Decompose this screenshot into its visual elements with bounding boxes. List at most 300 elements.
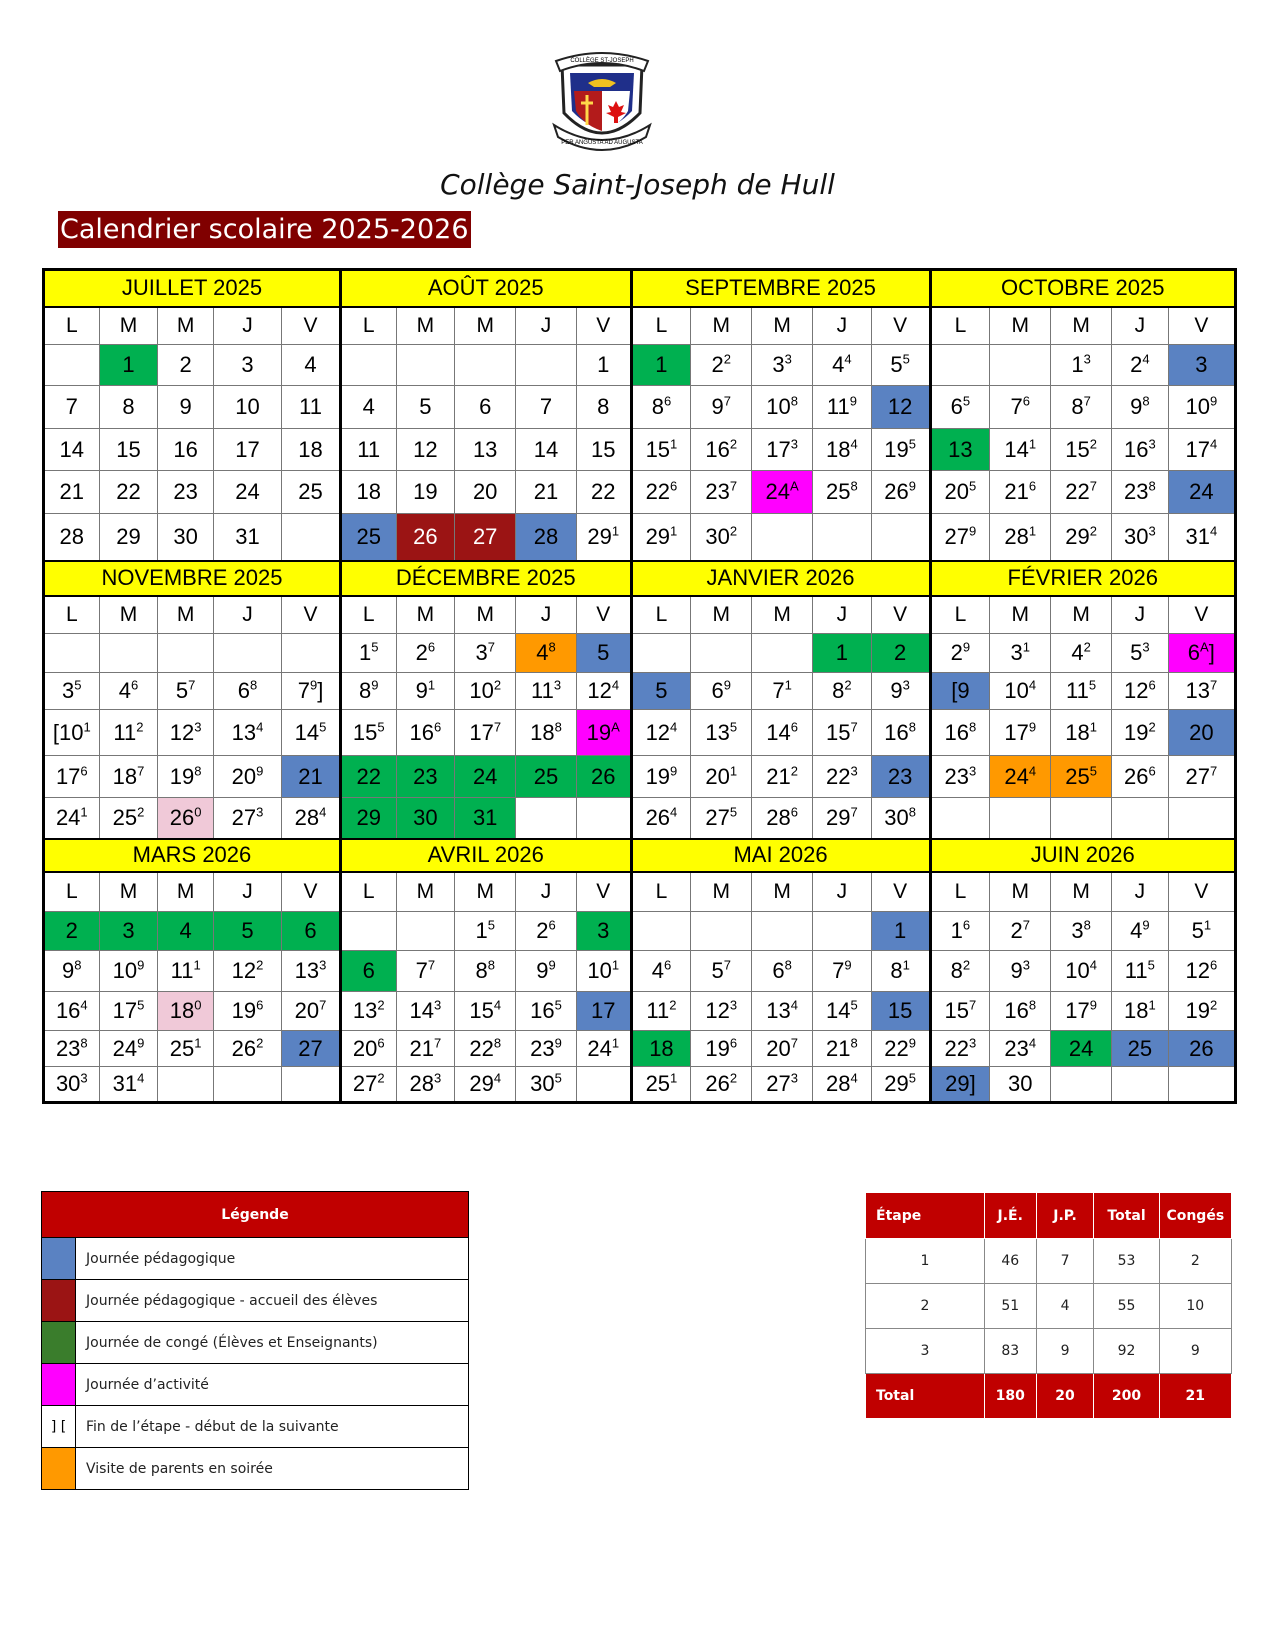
date-number: 10 xyxy=(1004,678,1029,703)
date-number: 17 xyxy=(112,998,138,1023)
date-number: 18 xyxy=(356,479,381,504)
empty-cell xyxy=(213,634,281,673)
cycle-day-superscript: 1 xyxy=(1028,523,1037,539)
date-number: 6 xyxy=(711,678,724,703)
date-cell xyxy=(752,710,813,756)
date-cell xyxy=(576,912,631,951)
stats-total-cell: Total xyxy=(866,1374,985,1419)
legend-color-swatch xyxy=(42,1364,76,1406)
date-cell xyxy=(631,992,691,1031)
date-cell xyxy=(576,634,631,673)
date-number: 7 xyxy=(772,678,785,703)
cycle-day-superscript: 3 xyxy=(434,1070,442,1086)
date-number: 13 xyxy=(352,998,378,1023)
date-number: 26 xyxy=(591,763,616,789)
date-cell xyxy=(396,951,455,992)
cycle-day-superscript: 2 xyxy=(1083,639,1091,655)
date-number: 1 xyxy=(835,640,849,665)
date-cell xyxy=(455,710,516,756)
empty-cell xyxy=(282,634,341,673)
date-number: 6 xyxy=(772,958,785,983)
cycle-day-superscript: 7 xyxy=(723,393,731,409)
date-cell xyxy=(1112,756,1169,798)
date-cell xyxy=(1168,912,1235,951)
cycle-day-superscript: 4 xyxy=(256,719,264,735)
date-number: 14 xyxy=(1004,436,1029,462)
date-number: 16 xyxy=(173,436,198,462)
cycle-day-superscript: 2 xyxy=(844,677,852,693)
date-number: 13 xyxy=(294,958,320,983)
date-cell xyxy=(44,673,100,710)
date-number: 26 xyxy=(1123,763,1149,789)
date-number: 13 xyxy=(948,436,973,462)
cycle-day-superscript: 4 xyxy=(670,719,678,735)
cycle-day-superscript: 9 xyxy=(1089,997,1097,1013)
cycle-day-superscript: 5 xyxy=(137,997,145,1013)
empty-cell xyxy=(631,634,691,673)
date-cell xyxy=(1051,386,1112,429)
cycle-day-superscript: 8 xyxy=(1142,393,1150,409)
date-cell xyxy=(213,756,281,798)
cycle-day-superscript: 8 xyxy=(80,1035,88,1051)
cycle-day-superscript: 7 xyxy=(723,957,731,973)
date-cell xyxy=(752,386,813,429)
cycle-day-superscript: 5 xyxy=(554,1070,562,1086)
date-number: 10 xyxy=(112,958,138,983)
empty-cell xyxy=(1168,1067,1235,1103)
cycle-day-superscript: 8 xyxy=(969,719,977,735)
date-cell xyxy=(516,1067,577,1103)
cycle-day-superscript: 1 xyxy=(80,804,88,820)
cycle-day-superscript: 1 xyxy=(1028,436,1037,452)
date-number: 4 xyxy=(118,678,131,703)
date-cell xyxy=(340,951,396,992)
date-number: 27 xyxy=(352,1071,378,1096)
date-number: 3 xyxy=(122,918,135,943)
date-number: 27 xyxy=(472,523,498,549)
date-cell xyxy=(158,471,214,514)
date-number: 18 xyxy=(826,436,851,462)
weekday-header: M xyxy=(1051,872,1112,912)
weekday-header: M xyxy=(99,596,158,634)
weekday-header: M xyxy=(396,872,455,912)
term-end-bracket: ] xyxy=(1208,640,1215,665)
date-cell xyxy=(813,471,872,514)
date-number: 15 xyxy=(591,436,616,462)
date-cell xyxy=(1051,471,1112,514)
date-number: 9 xyxy=(711,394,724,419)
stats-row xyxy=(866,1239,1232,1284)
month-header: NOVEMBRE 2025 xyxy=(44,561,341,596)
weekday-header: L xyxy=(631,307,691,345)
date-cell xyxy=(631,756,691,798)
cycle-day-superscript: 7 xyxy=(1209,763,1218,779)
date-cell xyxy=(576,992,631,1031)
cycle-day-superscript: 3 xyxy=(319,957,327,973)
date-number: 1 xyxy=(358,640,372,665)
month-header: JANVIER 2026 xyxy=(631,561,930,596)
weekday-header: M xyxy=(990,307,1051,345)
date-number: 25 xyxy=(112,804,138,830)
date-cell xyxy=(990,756,1051,798)
date-number: 25 xyxy=(1065,763,1090,789)
weekday-header: M xyxy=(396,596,455,634)
cycle-day-superscript: 2 xyxy=(723,351,731,367)
date-cell xyxy=(158,386,214,429)
cycle-day-superscript: 6 xyxy=(427,639,436,655)
empty-cell xyxy=(691,912,752,951)
cycle-day-superscript: 6 xyxy=(1209,957,1218,973)
date-cell xyxy=(930,951,990,992)
date-number: 1 xyxy=(122,352,135,377)
cycle-day-superscript: 7 xyxy=(729,478,738,494)
cycle-day-superscript: 1 xyxy=(83,719,91,735)
date-cell xyxy=(340,386,396,429)
date-cell xyxy=(1051,756,1112,798)
date-number: 7 xyxy=(415,958,428,983)
cycle-day-superscript: 6 xyxy=(80,763,88,779)
cycle-day-superscript: 7 xyxy=(790,1035,798,1051)
cycle-day-superscript: 5 xyxy=(1089,763,1097,779)
cycle-day-superscript: 5 xyxy=(554,997,562,1013)
date-number: 22 xyxy=(944,1035,970,1061)
date-number: 8 xyxy=(890,958,903,983)
legend-label: Journée d’activité xyxy=(76,1364,469,1406)
weekday-header: M xyxy=(396,307,455,345)
date-cell xyxy=(99,798,158,839)
date-number: 17 xyxy=(55,763,81,789)
date-number: 17 xyxy=(469,719,494,745)
date-cell xyxy=(990,673,1051,710)
date-cell xyxy=(1168,471,1235,514)
date-number: 4 xyxy=(1130,918,1143,943)
date-cell xyxy=(44,912,100,951)
date-number: 20 xyxy=(231,763,257,789)
date-cell xyxy=(516,634,577,673)
cycle-day-superscript: 9 xyxy=(908,478,916,494)
date-cell xyxy=(631,429,691,471)
date-number: 15 xyxy=(944,998,970,1023)
month-header: AOÛT 2025 xyxy=(340,270,631,307)
empty-cell xyxy=(930,798,990,839)
cycle-day-superscript: 2 xyxy=(256,1035,264,1051)
legend-symbol: ] [ xyxy=(42,1406,76,1448)
cycle-day-superscript: 5 xyxy=(962,393,971,409)
date-number: 4 xyxy=(1071,640,1084,665)
stats-header: J.É. xyxy=(984,1193,1036,1239)
date-cell xyxy=(1168,634,1235,673)
date-number: 5 xyxy=(597,640,610,665)
date-number: 27 xyxy=(766,1071,791,1096)
date-number: 28 xyxy=(826,1071,851,1096)
date-cell xyxy=(340,992,396,1031)
date-number: 6 xyxy=(362,958,375,983)
date-number: 10 xyxy=(235,394,260,419)
weekday-header: L xyxy=(631,596,691,634)
weekday-header: L xyxy=(340,307,396,345)
empty-cell xyxy=(99,634,158,673)
date-number: 1 xyxy=(950,918,963,943)
cycle-day-superscript: 2 xyxy=(137,804,145,820)
cycle-day-superscript: 4 xyxy=(790,997,798,1013)
date-number: 19 xyxy=(645,763,671,789)
stats-cell: 9 xyxy=(1036,1329,1094,1374)
date-number: 19 xyxy=(1185,998,1210,1023)
date-cell xyxy=(813,429,872,471)
weekday-header: J xyxy=(213,307,281,345)
date-cell xyxy=(213,514,281,561)
date-number: 24 xyxy=(1068,1035,1094,1061)
date-number: 24 xyxy=(587,1035,612,1061)
date-number: 7 xyxy=(297,678,310,703)
date-number: 7 xyxy=(65,394,78,419)
empty-cell xyxy=(576,798,631,839)
cycle-day-superscript: 7 xyxy=(493,719,502,735)
date-number: 19 xyxy=(413,479,438,504)
cycle-day-superscript: 8 xyxy=(548,639,556,655)
date-cell xyxy=(516,756,577,798)
date-number: 12 xyxy=(587,678,612,703)
stats-cell: 83 xyxy=(984,1329,1036,1374)
date-number: 11 xyxy=(826,394,850,419)
date-number: 3 xyxy=(475,640,488,665)
date-cell xyxy=(631,514,691,561)
date-number: 22 xyxy=(116,479,141,504)
date-number: 14 xyxy=(533,436,559,462)
date-number: 2 xyxy=(1130,352,1143,377)
legend-row xyxy=(42,1448,469,1490)
cycle-day-superscript: 3 xyxy=(969,1035,977,1051)
date-cell xyxy=(1051,345,1112,386)
cycle-day-superscript: 9 xyxy=(908,1035,916,1051)
date-number: 13 xyxy=(705,719,730,745)
cycle-day-superscript: 4 xyxy=(137,1070,145,1086)
cycle-day-superscript: 0 xyxy=(194,997,202,1013)
empty-cell xyxy=(691,634,752,673)
date-cell xyxy=(1051,951,1112,992)
cycle-day-superscript: 3 xyxy=(969,763,977,779)
date-number: 1 xyxy=(894,918,907,943)
date-cell xyxy=(213,798,281,839)
date-cell xyxy=(691,386,752,429)
cycle-day-superscript: 8 xyxy=(850,478,858,494)
date-cell xyxy=(990,1067,1051,1103)
cycle-day-superscript: 4 xyxy=(850,436,858,452)
date-number: 13 xyxy=(472,436,498,462)
cycle-day-superscript: 1 xyxy=(194,1035,202,1051)
cycle-day-superscript: 3 xyxy=(1083,351,1091,367)
cycle-day-superscript: 7 xyxy=(434,1035,442,1051)
date-cell xyxy=(691,710,752,756)
date-cell xyxy=(158,992,214,1031)
date-number: 23 xyxy=(1123,479,1149,504)
date-cell xyxy=(340,429,396,471)
weekday-header: M xyxy=(990,596,1051,634)
cycle-day-superscript: 5 xyxy=(1147,957,1155,973)
cycle-day-superscript: 8 xyxy=(1148,478,1156,494)
date-cell xyxy=(631,386,691,429)
date-cell xyxy=(282,756,341,798)
date-number: 19 xyxy=(231,998,257,1023)
date-cell xyxy=(455,912,516,951)
date-number: 17 xyxy=(235,436,260,462)
date-cell xyxy=(1112,471,1169,514)
cycle-day-superscript: 5 xyxy=(487,917,495,933)
stats-total-cell: 21 xyxy=(1159,1374,1231,1419)
date-cell xyxy=(396,1031,455,1067)
cycle-day-superscript: 3 xyxy=(553,677,562,693)
cycle-day-superscript: 9 xyxy=(962,639,971,655)
date-cell xyxy=(158,429,214,471)
date-number: 17 xyxy=(1065,998,1090,1023)
date-number: 23 xyxy=(530,1035,555,1061)
date-number: 25 xyxy=(1127,1035,1153,1061)
date-cell xyxy=(396,634,455,673)
date-number: 25 xyxy=(298,479,323,504)
date-number: 23 xyxy=(887,763,913,789)
cycle-day-superscript: 9 xyxy=(371,677,379,693)
date-cell xyxy=(516,1031,577,1067)
date-number: 28 xyxy=(533,523,559,549)
date-number: 15 xyxy=(352,719,378,745)
date-number: 24 xyxy=(1004,763,1029,789)
date-number: 19 xyxy=(169,763,195,789)
date-cell xyxy=(813,1067,872,1103)
weekday-header: M xyxy=(158,307,214,345)
weekday-header: M xyxy=(455,307,516,345)
date-cell xyxy=(455,514,516,561)
logo-motto-top: COLLÈGE ST-JOSEPH xyxy=(570,58,634,64)
date-cell xyxy=(516,710,577,756)
date-cell xyxy=(1168,951,1235,992)
date-cell xyxy=(691,471,752,514)
cycle-day-superscript: 4 xyxy=(1209,523,1218,539)
calendar-title: Calendrier scolaire 2025-2026 xyxy=(58,211,471,248)
empty-cell xyxy=(752,912,813,951)
date-cell xyxy=(752,429,813,471)
date-number: 3 xyxy=(62,678,75,703)
date-number: 11 xyxy=(357,436,381,462)
cycle-day-superscript: 8 xyxy=(1083,917,1091,933)
date-cell xyxy=(691,798,752,839)
date-number: [9 xyxy=(951,678,970,703)
date-number: 25 xyxy=(169,1035,195,1061)
date-number: 15 xyxy=(116,436,141,462)
date-cell xyxy=(99,992,158,1031)
date-number: 21 xyxy=(1004,479,1029,504)
stats-cell: 51 xyxy=(984,1284,1036,1329)
cycle-day-superscript: 7 xyxy=(850,719,858,735)
empty-cell xyxy=(752,634,813,673)
date-cell xyxy=(752,1031,813,1067)
date-number: 31 xyxy=(472,804,498,830)
date-number: 14 xyxy=(826,998,851,1023)
date-number: 26 xyxy=(169,804,195,830)
date-cell xyxy=(340,798,396,839)
date-cell xyxy=(1168,386,1235,429)
date-cell xyxy=(44,992,100,1031)
date-number: 1 xyxy=(475,918,488,943)
date-number: 12 xyxy=(169,719,195,745)
date-number: 5 xyxy=(1130,640,1143,665)
weekday-header: M xyxy=(1051,596,1112,634)
date-cell xyxy=(516,429,577,471)
date-number: 20 xyxy=(766,1035,791,1061)
date-cell xyxy=(1051,992,1112,1031)
date-cell xyxy=(396,514,455,561)
empty-cell xyxy=(44,634,100,673)
date-cell xyxy=(1168,992,1235,1031)
date-number: 11 xyxy=(530,678,554,703)
date-number: 12 xyxy=(645,719,671,745)
date-cell xyxy=(516,471,577,514)
date-number: 3 xyxy=(1010,640,1023,665)
cycle-day-superscript: 1 xyxy=(670,436,678,452)
date-number: 3 xyxy=(772,352,785,377)
date-cell xyxy=(813,798,872,839)
cycle-day-superscript: 2 xyxy=(729,523,738,539)
date-cell xyxy=(752,345,813,386)
date-number: 20 xyxy=(472,479,498,504)
stats-header: Total xyxy=(1094,1193,1159,1239)
date-cell xyxy=(396,798,455,839)
date-number: 4 xyxy=(651,958,664,983)
date-cell xyxy=(576,386,631,429)
date-cell xyxy=(691,673,752,710)
weekday-header: J xyxy=(516,872,577,912)
cycle-day-superscript: 7 xyxy=(1083,393,1091,409)
date-cell xyxy=(455,386,516,429)
date-number: 9 xyxy=(1130,394,1143,419)
legend-title: Légende xyxy=(42,1192,469,1238)
date-cell xyxy=(871,992,930,1031)
date-number: 15 xyxy=(469,998,494,1023)
date-cell xyxy=(44,710,100,756)
cycle-day-superscript: 5 xyxy=(319,719,327,735)
date-cell xyxy=(455,1031,516,1067)
month-header: SEPTEMBRE 2025 xyxy=(631,270,930,307)
cycle-day-superscript: 6 xyxy=(670,478,678,494)
date-cell xyxy=(1168,514,1235,561)
legend-row xyxy=(42,1280,469,1322)
cycle-day-superscript: 8 xyxy=(194,763,202,779)
date-number: 24 xyxy=(55,804,81,830)
date-cell xyxy=(99,514,158,561)
cycle-day-superscript: 9 xyxy=(256,763,264,779)
date-number: 3 xyxy=(1195,352,1208,377)
date-cell xyxy=(813,634,872,673)
cycle-day-superscript: 6 xyxy=(1148,677,1156,693)
cycle-day-superscript: 2 xyxy=(1089,436,1097,452)
cycle-day-superscript: 1 xyxy=(611,523,620,539)
date-cell xyxy=(455,798,516,839)
date-number: 15 xyxy=(826,719,851,745)
date-number: 7 xyxy=(1010,394,1023,419)
date-number: 12 xyxy=(231,958,257,983)
date-cell xyxy=(576,710,631,756)
weekday-header: M xyxy=(691,307,752,345)
date-number: 30 xyxy=(413,804,438,830)
weekday-header: M xyxy=(752,596,813,634)
cycle-day-superscript: 4 xyxy=(844,351,852,367)
cycle-day-superscript: 4 xyxy=(1209,436,1218,452)
date-cell xyxy=(752,1067,813,1103)
cycle-day-superscript: 8 xyxy=(493,1035,502,1051)
date-number: 12 xyxy=(1185,958,1210,983)
weekday-header: L xyxy=(631,872,691,912)
weekday-header: L xyxy=(930,872,990,912)
date-cell xyxy=(813,386,872,429)
